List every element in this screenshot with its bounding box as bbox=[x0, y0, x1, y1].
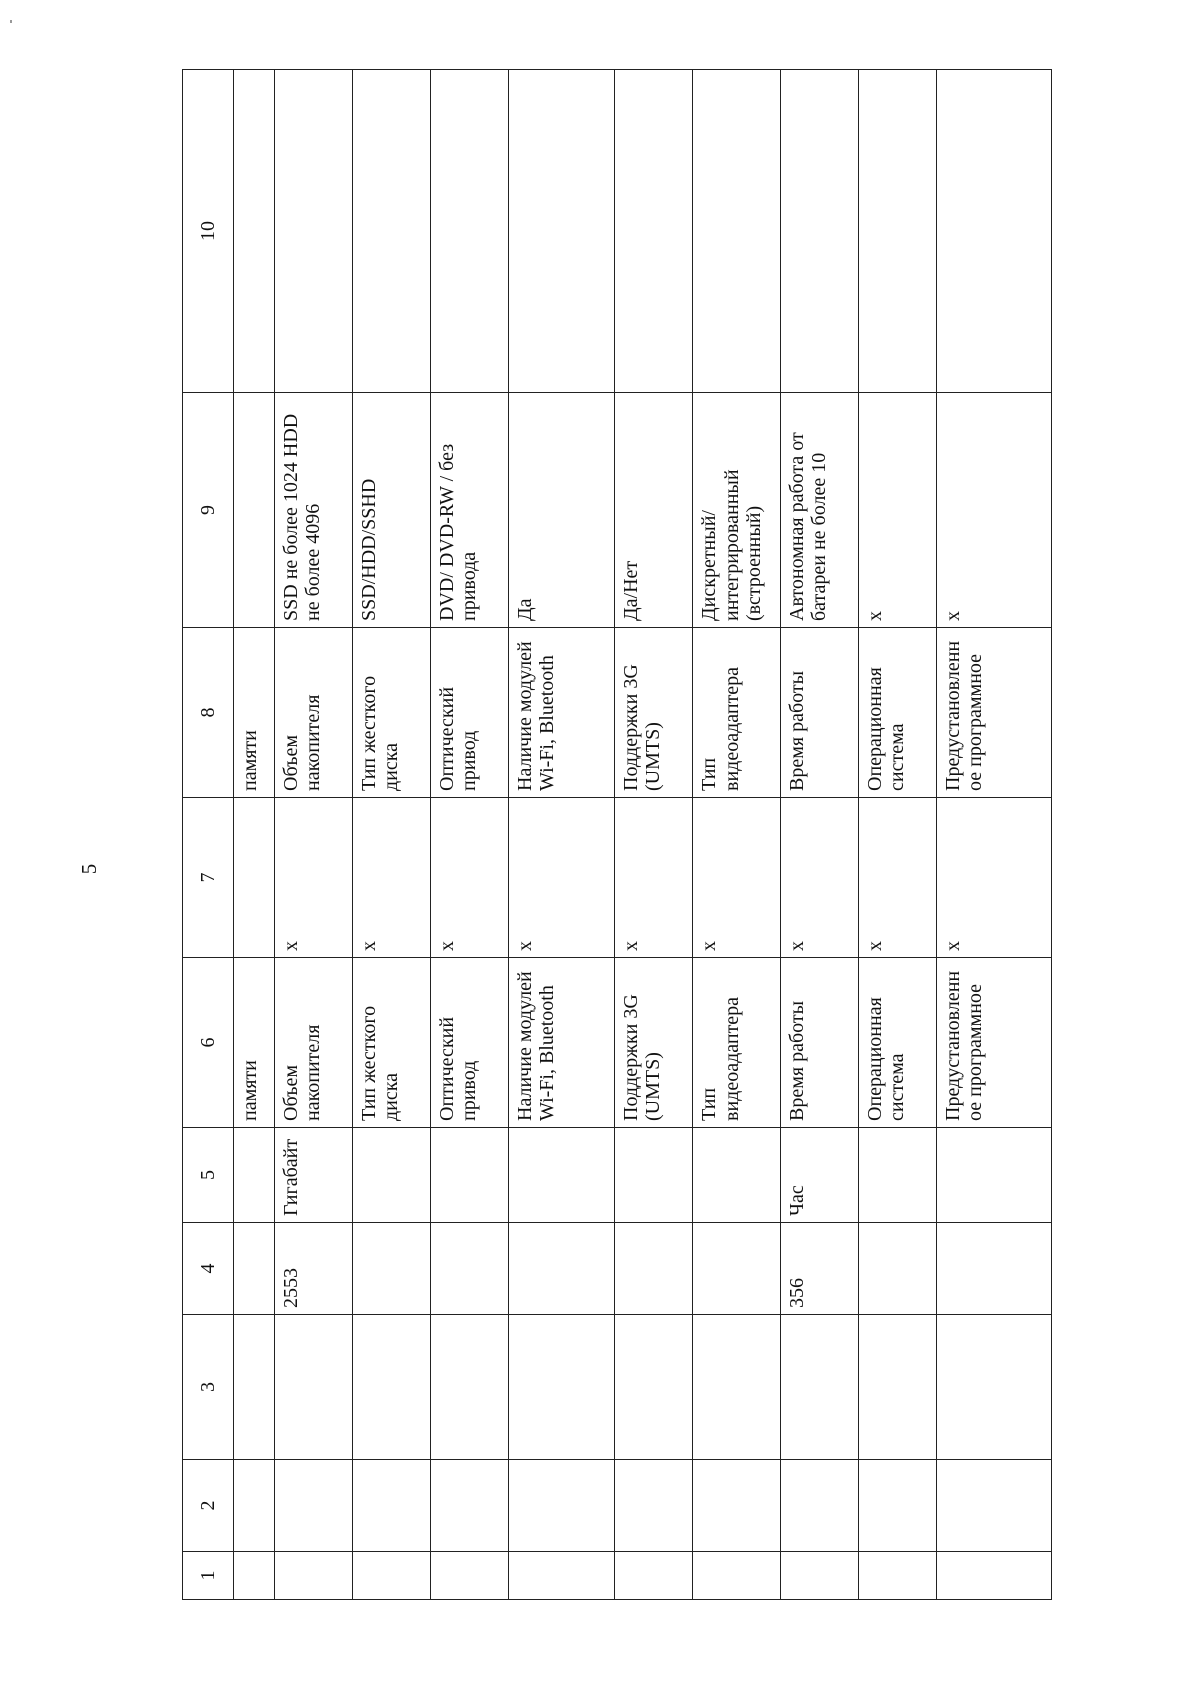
table-cell-col-2 bbox=[274, 1460, 352, 1552]
table-cell-col-5-unit bbox=[352, 1128, 430, 1223]
table-cell-col-5-unit bbox=[858, 1128, 936, 1223]
table-cell-col-2 bbox=[693, 1460, 780, 1552]
table-cell-col-9-requirement: x bbox=[936, 393, 1051, 628]
table-row bbox=[352, 70, 430, 1600]
table-cell-col-4-value bbox=[858, 1223, 936, 1315]
table-cell-col-8-characteristic: Поддержки 3G (UMTS) bbox=[615, 628, 693, 798]
table-cell-col-5-unit bbox=[615, 1128, 693, 1223]
column-number: 6 bbox=[183, 958, 234, 1128]
table-cell-col-7-mark: x bbox=[858, 798, 936, 958]
table-cell-col-10 bbox=[780, 70, 858, 393]
column-number: 1 bbox=[183, 1552, 234, 1600]
table-cell-col-3 bbox=[936, 1315, 1051, 1460]
table-cell-col-8-characteristic: Тип видеоадаптера bbox=[693, 628, 780, 798]
table-cell-col-4-value bbox=[234, 1223, 274, 1315]
table-cell-col-5-unit bbox=[430, 1128, 508, 1223]
table-cell-col-5-unit bbox=[234, 1128, 274, 1223]
table-cell-col-9-requirement: SSD/HDD/SSHD bbox=[352, 393, 430, 628]
table-cell-col-6-characteristic: Тип видеоадаптера bbox=[693, 958, 780, 1128]
table-cell-col-9-requirement bbox=[234, 393, 274, 628]
table-cell-col-7-mark: x bbox=[509, 798, 615, 958]
table-cell-col-1 bbox=[858, 1552, 936, 1600]
table-cell-col-3 bbox=[615, 1315, 693, 1460]
table-header-row bbox=[183, 70, 234, 1600]
table-cell-col-3 bbox=[780, 1315, 858, 1460]
table-cell-col-6-characteristic: Тип жесткого диска bbox=[352, 958, 430, 1128]
table-cell-col-7-mark: x bbox=[430, 798, 508, 958]
table-cell-col-10 bbox=[352, 70, 430, 393]
table-cell-col-2 bbox=[858, 1460, 936, 1552]
table-cell-col-2 bbox=[352, 1460, 430, 1552]
table-cell-col-7-mark: x bbox=[274, 798, 352, 958]
table-row bbox=[509, 70, 615, 1600]
table-cell-col-9-requirement: x bbox=[858, 393, 936, 628]
column-number: 7 bbox=[183, 798, 234, 958]
table-body bbox=[183, 70, 1052, 1600]
table-cell-col-8-characteristic: Наличие модулей Wi-Fi, Bluetooth bbox=[509, 628, 615, 798]
table-row bbox=[234, 70, 274, 1600]
table-cell-col-9-requirement: DVD/ DVD-RW / без привода bbox=[430, 393, 508, 628]
table-cell-col-8-characteristic: Предустановленное программное bbox=[936, 628, 1051, 798]
table-cell-col-4-value: 356 bbox=[780, 1223, 858, 1315]
table-cell-col-7-mark: x bbox=[615, 798, 693, 958]
table-cell-col-3 bbox=[693, 1315, 780, 1460]
table-cell-col-10 bbox=[615, 70, 693, 393]
table-cell-col-8-characteristic: Оптический привод bbox=[430, 628, 508, 798]
table-cell-col-3 bbox=[234, 1315, 274, 1460]
table-row bbox=[858, 70, 936, 1600]
table-cell-col-8-characteristic: Тип жесткого диска bbox=[352, 628, 430, 798]
table-cell-col-6-characteristic: Объем накопителя bbox=[274, 958, 352, 1128]
table-cell-col-1 bbox=[936, 1552, 1051, 1600]
table-cell-col-2 bbox=[615, 1460, 693, 1552]
table-cell-col-9-requirement: Дискретный/интегрированный (встроенный) bbox=[693, 393, 780, 628]
table-cell-col-10 bbox=[234, 70, 274, 393]
table-cell-col-3 bbox=[509, 1315, 615, 1460]
table-cell-col-2 bbox=[780, 1460, 858, 1552]
table-cell-col-8-characteristic: Объем накопителя bbox=[274, 628, 352, 798]
table-cell-col-5-unit bbox=[693, 1128, 780, 1223]
table-cell-col-1 bbox=[274, 1552, 352, 1600]
table-cell-col-7-mark: x bbox=[352, 798, 430, 958]
table-cell-col-5-unit bbox=[936, 1128, 1051, 1223]
table-cell-col-7-mark: x bbox=[936, 798, 1051, 958]
table-cell-col-8-characteristic: памяти bbox=[234, 628, 274, 798]
table-cell-col-6-characteristic: Предустановленное программное bbox=[936, 958, 1051, 1128]
table-cell-col-2 bbox=[509, 1460, 615, 1552]
table-cell-col-8-characteristic: Время работы bbox=[780, 628, 858, 798]
table-cell-col-6-characteristic: Время работы bbox=[780, 958, 858, 1128]
table-cell-col-10 bbox=[509, 70, 615, 393]
table-cell-col-2 bbox=[234, 1460, 274, 1552]
table-cell-col-3 bbox=[858, 1315, 936, 1460]
table-row bbox=[780, 70, 858, 1600]
table-cell-col-4-value bbox=[693, 1223, 780, 1315]
rotated-table-container bbox=[182, 70, 1052, 1600]
table-cell-col-8-characteristic: Операционная система bbox=[858, 628, 936, 798]
table-cell-col-6-characteristic: Поддержки 3G (UMTS) bbox=[615, 958, 693, 1128]
table-cell-col-10 bbox=[936, 70, 1051, 393]
table-cell-col-4-value bbox=[430, 1223, 508, 1315]
table-cell-col-5-unit: Час bbox=[780, 1128, 858, 1223]
table-cell-col-1 bbox=[430, 1552, 508, 1600]
table-cell-col-5-unit bbox=[509, 1128, 615, 1223]
table-cell-col-7-mark bbox=[234, 798, 274, 958]
table-cell-col-10 bbox=[274, 70, 352, 393]
table-cell-col-4-value bbox=[615, 1223, 693, 1315]
column-number: 4 bbox=[183, 1223, 234, 1315]
column-number: 3 bbox=[183, 1315, 234, 1460]
table-cell-col-3 bbox=[274, 1315, 352, 1460]
table-cell-col-2 bbox=[430, 1460, 508, 1552]
table-row bbox=[615, 70, 693, 1600]
table-cell-col-7-mark: x bbox=[693, 798, 780, 958]
table-cell-col-1 bbox=[615, 1552, 693, 1600]
table-cell-col-9-requirement: SSD не более 1024 HDD не более 4096 bbox=[274, 393, 352, 628]
table-cell-col-1 bbox=[234, 1552, 274, 1600]
table-cell-col-9-requirement: Да/Нет bbox=[615, 393, 693, 628]
table-cell-col-10 bbox=[430, 70, 508, 393]
column-number: 5 bbox=[183, 1128, 234, 1223]
column-number: 8 bbox=[183, 628, 234, 798]
table-cell-col-1 bbox=[509, 1552, 615, 1600]
page-number: 5 bbox=[76, 863, 101, 875]
column-number: 9 bbox=[183, 393, 234, 628]
table-cell-col-4-value bbox=[509, 1223, 615, 1315]
table-row bbox=[274, 70, 352, 1600]
table-cell-col-6-characteristic: памяти bbox=[234, 958, 274, 1128]
table-cell-col-1 bbox=[780, 1552, 858, 1600]
table-cell-col-4-value bbox=[936, 1223, 1051, 1315]
table-cell-col-1 bbox=[352, 1552, 430, 1600]
table-cell-col-9-requirement: Автономная работа от батареи не более 10 bbox=[780, 393, 858, 628]
table-cell-col-3 bbox=[430, 1315, 508, 1460]
table-row bbox=[430, 70, 508, 1600]
column-number: 2 bbox=[183, 1460, 234, 1552]
table-cell-col-5-unit: Гигабайт bbox=[274, 1128, 352, 1223]
table-cell-col-2 bbox=[936, 1460, 1051, 1552]
column-number: 10 bbox=[183, 70, 234, 393]
table-cell-col-9-requirement: Да bbox=[509, 393, 615, 628]
table-row bbox=[936, 70, 1051, 1600]
table-cell-col-7-mark: x bbox=[780, 798, 858, 958]
scan-artifact bbox=[10, 20, 12, 23]
spec-table bbox=[182, 69, 1052, 1600]
table-cell-col-6-characteristic: Операционная система bbox=[858, 958, 936, 1128]
table-cell-col-6-characteristic: Наличие модулей Wi-Fi, Bluetooth bbox=[509, 958, 615, 1128]
table-cell-col-4-value: 2553 bbox=[274, 1223, 352, 1315]
table-cell-col-3 bbox=[352, 1315, 430, 1460]
table-cell-col-6-characteristic: Оптический привод bbox=[430, 958, 508, 1128]
table-cell-col-10 bbox=[693, 70, 780, 393]
table-row bbox=[693, 70, 780, 1600]
table-cell-col-1 bbox=[693, 1552, 780, 1600]
table-cell-col-4-value bbox=[352, 1223, 430, 1315]
table-cell-col-10 bbox=[858, 70, 936, 393]
